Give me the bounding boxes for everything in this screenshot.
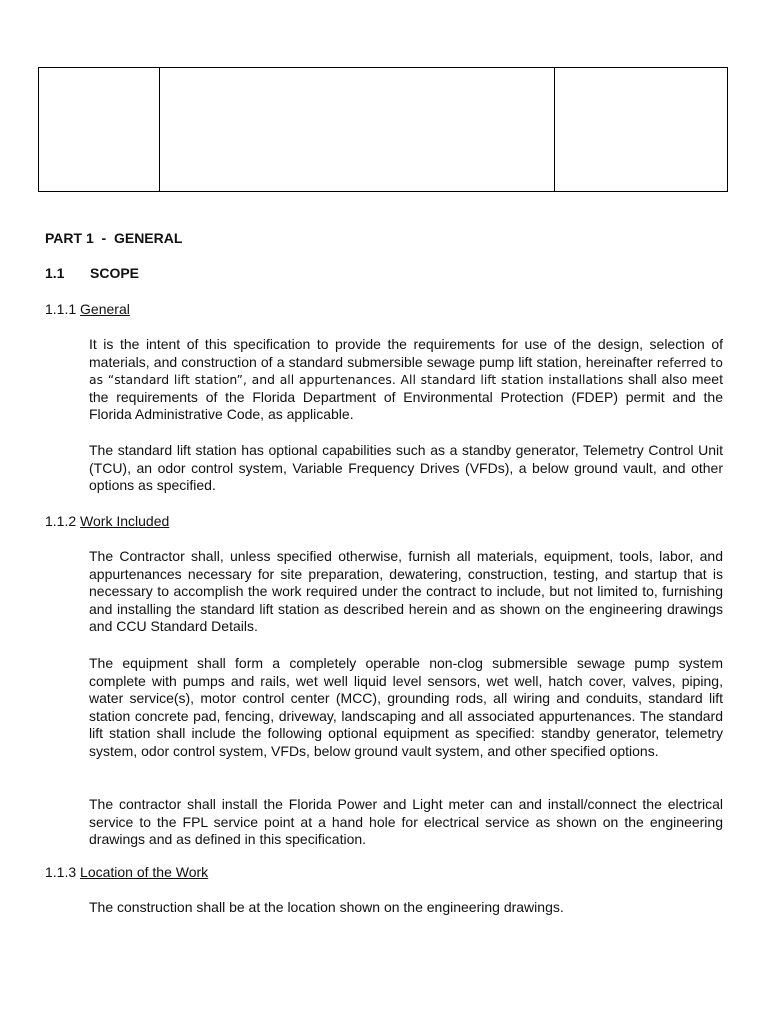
subsection-number: 1.1.3: [45, 864, 77, 880]
subsection-heading-location: [45, 864, 208, 880]
subsection-heading-general: [45, 301, 130, 317]
subsection-number: 1.1.2: [45, 513, 77, 529]
section-heading: [45, 265, 139, 281]
paragraph-text-alt-font: referred to as “standard lift station”, and all appurtenances. All standard lift station installations: [89, 354, 723, 388]
paragraph-contractor-furnish: The Contractor shall, unless specified otherwise, furnish all materials, equipment, tools, labor, and appurtenances necessary for site preparation, dewatering, construction, testing, and startup that is necessary to accomplish the work required under the contract to include, but not limited to, furnishing and installing the standard lift station as described herein and as shown on the engineering drawings and CCU Standard Details.: [89, 548, 723, 635]
header-cell-middle: [160, 68, 555, 191]
subsection-number: 1.1.1: [45, 301, 77, 317]
subsection-title: Work Included: [80, 513, 170, 529]
part-heading: PART 1 - GENERAL: [45, 230, 183, 246]
paragraph-text: It is the intent of this specification to provide the requirements for use of the design, selection of materials, and construction of a standard submersible sewage pump lift station, hereinafter: [89, 336, 723, 370]
paragraph-intent: [89, 336, 723, 424]
section-number: 1.1: [45, 265, 65, 281]
header-cell-left: [39, 68, 160, 191]
subsection-title: Location of the Work: [80, 864, 209, 880]
paragraph-fpl-meter: The contractor shall install the Florida Power and Light meter can and install/connect the electrical service to the FPL service point at a hand hole for electrical service as shown on the engineering drawings and as defined in this specification.: [89, 796, 723, 848]
section-title: SCOPE: [90, 265, 140, 281]
paragraph-text: shall also meet the requirements of the Florida Department of Environmental Protection (FDEP) permit and the Florida Administrative Code, as applicable.: [89, 371, 723, 423]
document-header-table: [38, 67, 728, 192]
subsection-title: General: [80, 301, 130, 317]
paragraph-optional-capabilities: The standard lift station has optional capabilities such as a standby generator, Telemetry Control Unit (TCU), an odor control system, Variable Frequency Drives (VFDs), a below ground vault, and other options as specified.: [89, 442, 723, 494]
paragraph-location: The construction shall be at the location shown on the engineering drawings.: [89, 899, 564, 915]
header-cell-right: [555, 68, 727, 191]
subsection-heading-work-included: [45, 513, 169, 529]
paragraph-equipment: The equipment shall form a completely operable non-clog submersible sewage pump system complete with pumps and rails, wet well liquid level sensors, wet well, hatch cover, valves, piping, water service(s), motor control center (MCC), grounding rods, all wiring and conduits, standard lift station concrete pad, fencing, driveway, landscaping and all associated appurtenances. The standard lift station shall include the following optional equipment as specified: standby generator, telemetry system, odor control system, VFDs, below ground vault system, and other specified options.: [89, 655, 723, 759]
